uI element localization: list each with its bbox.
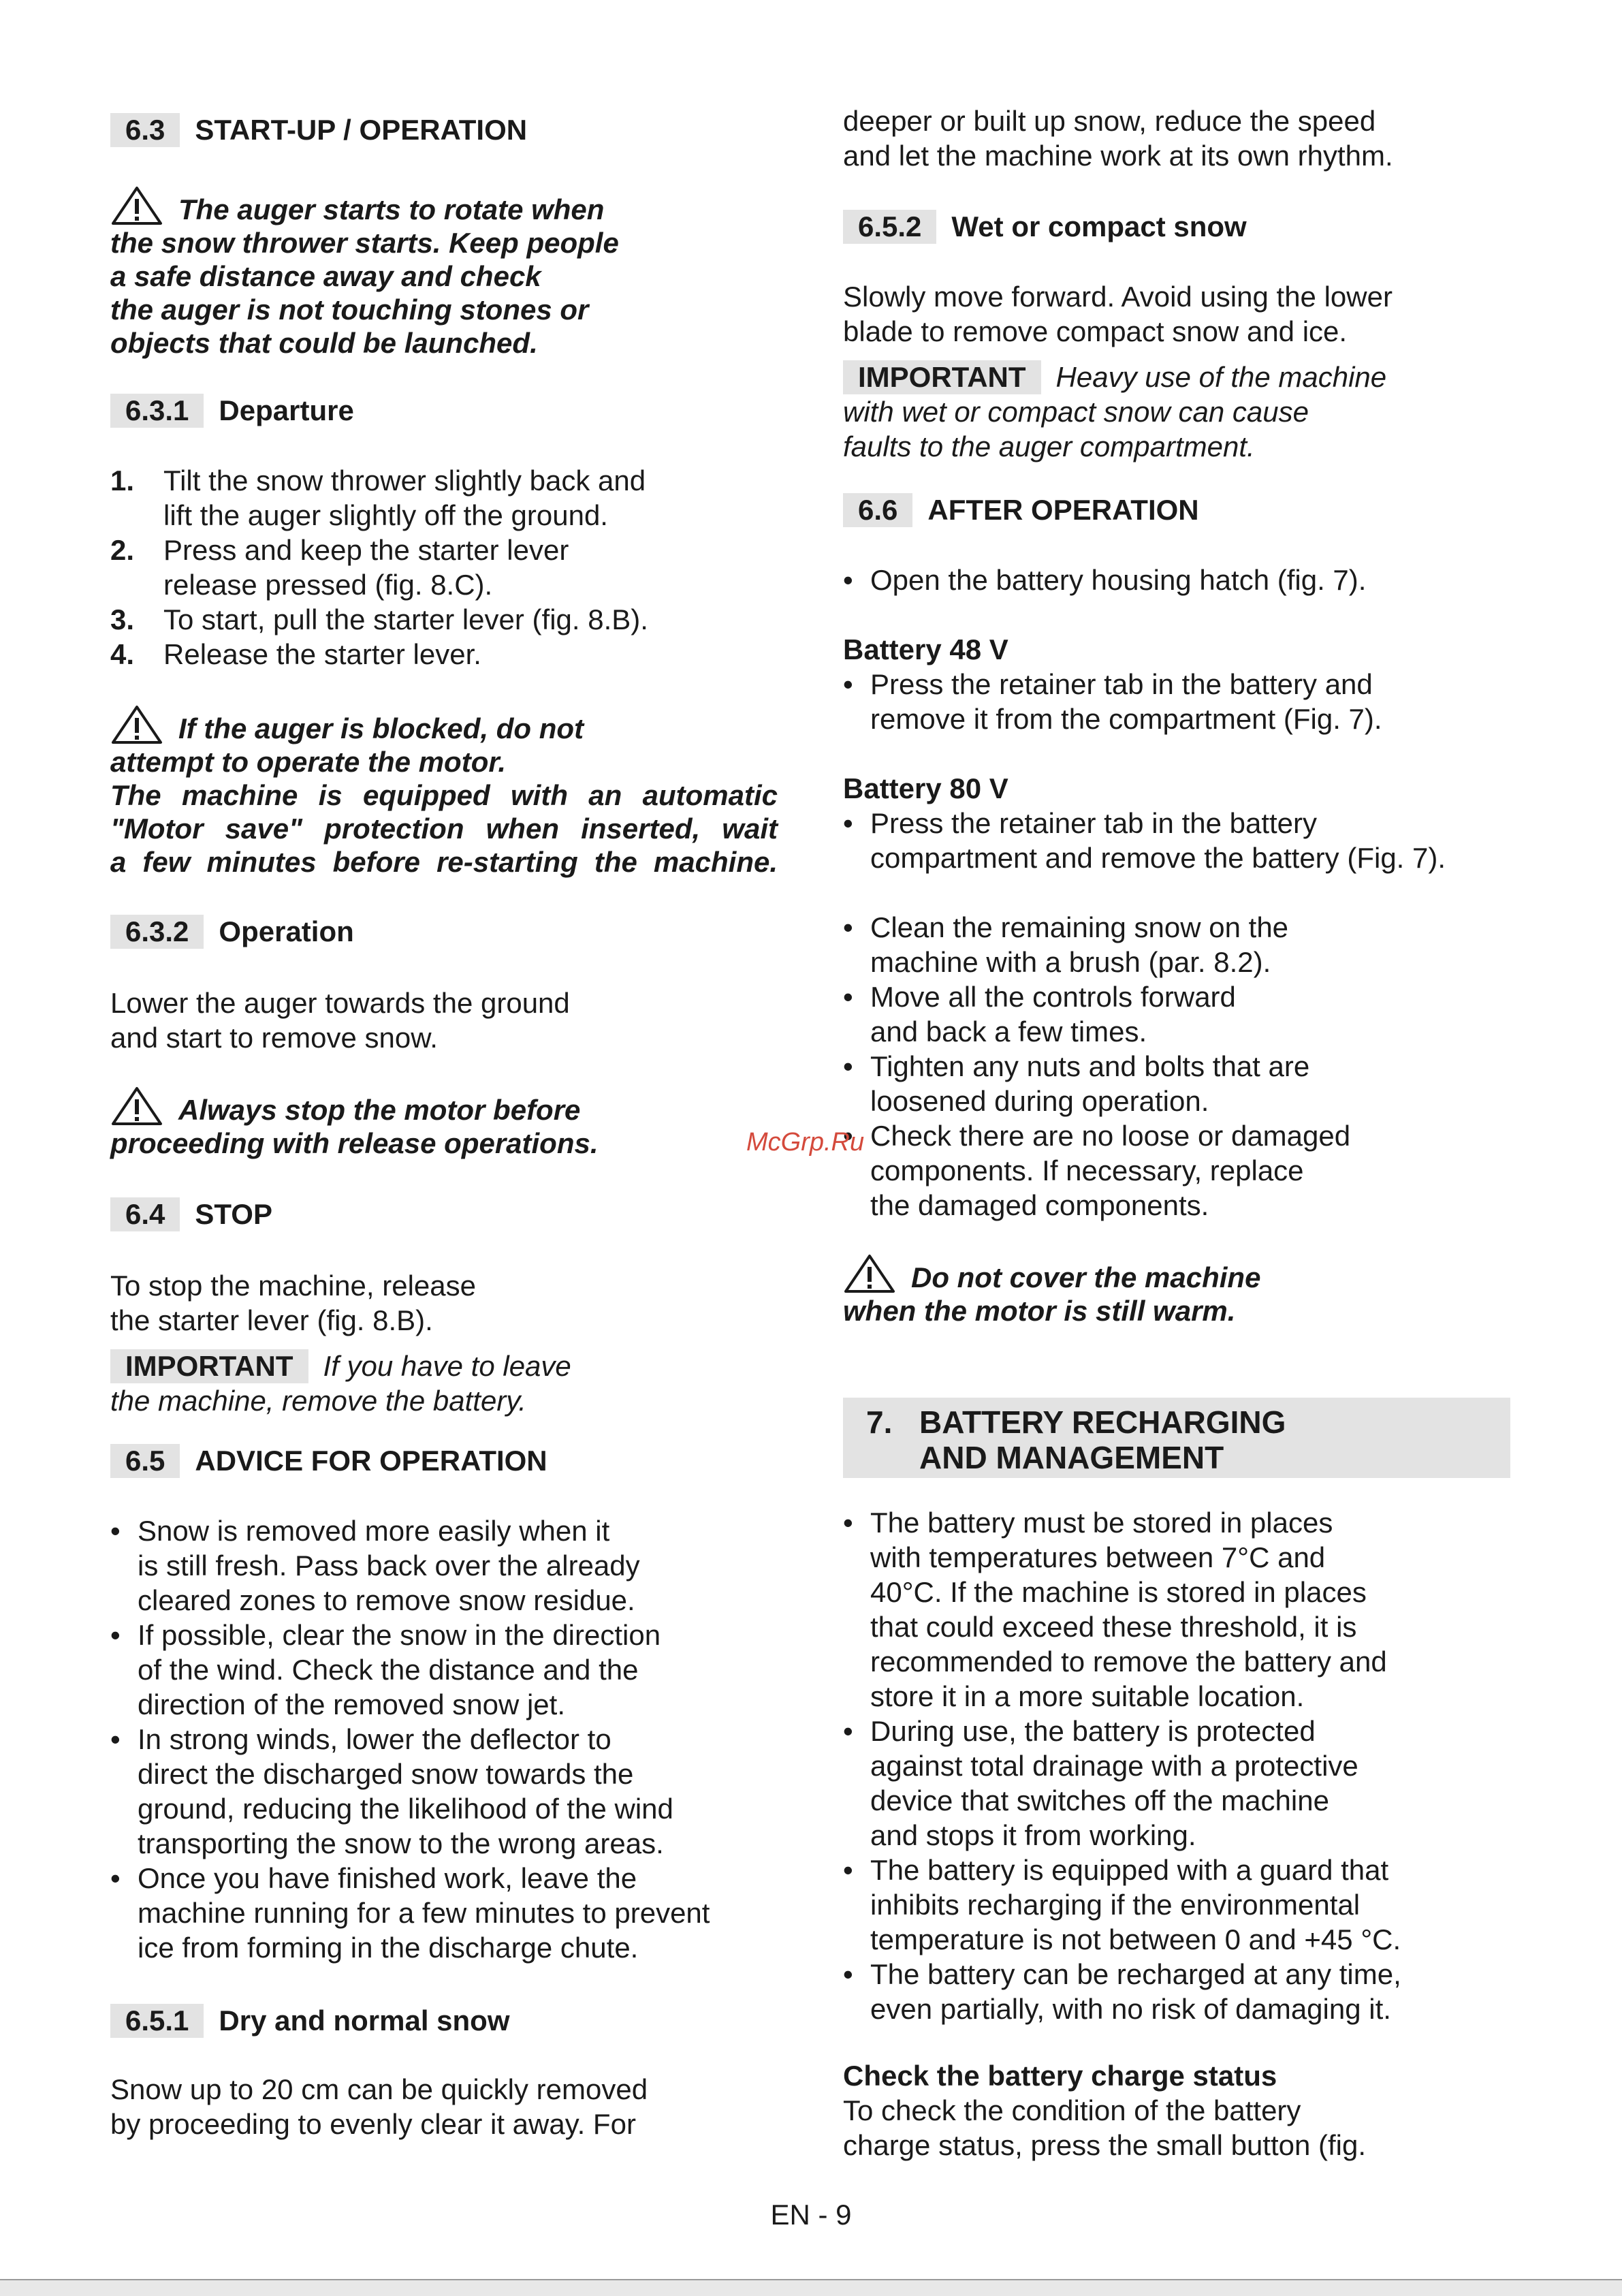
battery-80v [843,771,1565,875]
section-title: Departure [219,394,354,426]
warning-line: proceeding with release operations. [110,1127,599,1159]
departure-steps [110,463,784,672]
warning-line: the auger is not touching stones or [110,294,589,326]
continued-text: deeper or built up snow, reduce the speed and let the machine work at its own rhythm. [843,105,1393,172]
section-6-5-1-heading [110,2004,784,2038]
list-item: • The battery is equipped with a guard that inhibits recharging if the environmental temperature is not between 0 and +45 °C. [843,1853,1524,1957]
check-charge-status: Check the battery charge status To check the condition of the battery charge status, press the small button (fig. [843,2058,1524,2163]
section-6-5-heading [110,1444,784,1478]
list-item: • Open the battery housing hatch (fig. 7). [843,563,1524,597]
list-item: 2. Press and keep the starter lever release pressed (fig. 8.C). [110,534,569,601]
list-item: • Press the retainer tab in the battery compartment and remove the battery (Fig. 7). [843,806,1565,875]
list-item: • Press the retainer tab in the battery and remove it from the compartment (Fig. 7). [843,667,1524,736]
section-title: Dry and normal snow [219,2004,510,2036]
warning-line: Do not cover the machine [911,1261,1261,1293]
chapter-title: BATTERY RECHARGING AND MANAGEMENT [919,1404,1286,1475]
section-number: 6.5.1 [110,2004,204,2038]
warning-line: The machine is equipped with an automatic [110,779,778,811]
watermark: McGrp.Ru [746,1128,865,1157]
warning-line: Always stop the motor before [178,1094,581,1126]
section-title: START-UP / OPERATION [195,114,528,146]
list-item: • Snow is removed more easily when it is still fresh. Pass back over the already cleared zones to remove snow residue. [110,1513,784,1618]
list-item: • Once you have finished work, leave the machine running for a few minutes to prevent ice from forming in the discharge chute. [110,1861,784,1965]
warning-line: If the auger is blocked, do not [178,712,584,744]
dry-snow-text: Snow up to 20 cm can be quickly removed by proceeding to evenly clear it away. For [110,2073,648,2140]
chapter-7-heading [843,1398,1510,1478]
list-item: • Clean the remaining snow on the machine with a brush (par. 8.2). [843,910,1524,979]
section-6-3-2-heading [110,915,784,949]
stop-important-note: IMPORTANT If you have to leave the machine, remove the battery. [110,1350,571,1417]
chapter-number: 7. [866,1404,893,1440]
section-number: 6.5 [110,1444,180,1478]
list-item: • The battery can be recharged at any time, even partially, with no risk of damaging it. [843,1957,1524,2026]
list-item: 1. Tilt the snow thrower slightly back and lift the auger slightly off the ground. [110,465,646,531]
list-item: • Tighten any nuts and bolts that are loosened during operation. [843,1049,1524,1118]
section-title: ADVICE FOR OPERATION [195,1445,547,1477]
battery-48v-title: Battery 48 V [843,633,1008,665]
page-number: EN - 9 [770,2199,852,2231]
warning-line: attempt to operate the motor. [110,746,507,778]
operation-text: Lower the auger towards the ground and start to remove snow. [110,987,570,1054]
list-item: 3. To start, pull the starter lever (fig. 8.B). [110,603,648,635]
section-number: 6.6 [843,493,912,527]
battery-management-list [843,1505,1524,2026]
list-item: • Check there are no loose or damaged components. If necessary, replace the damaged components. [843,1118,1524,1223]
wet-snow-text: Slowly move forward. Avoid using the lower blade to remove compact snow and ice. [843,281,1393,347]
section-title: STOP [195,1198,272,1230]
advice-list [110,1513,784,1965]
section-6-3-1-heading [110,394,784,428]
bottom-edge [0,2279,1622,2296]
list-item: 4. Release the starter lever. [110,638,481,670]
battery-80v-title: Battery 80 V [843,772,1008,804]
warning-line: objects that could be launched. [110,327,538,359]
warning-auger-rotation [110,185,784,360]
important-label: IMPORTANT [110,1349,308,1383]
check-charge-title: Check the battery charge status [843,2060,1277,2092]
warning-line: "Motor save" protection when inserted, wait [110,813,778,845]
list-item: • Move all the controls forward and back a few times. [843,979,1524,1049]
warning-line: the snow thrower starts. Keep people [110,227,619,259]
after-op-list [843,910,1524,1223]
section-6-6-heading [843,493,1524,527]
section-title: Wet or compact snow [951,210,1247,242]
list-item: • During use, the battery is protected against total drainage with a protective device that switches off the machine and stops it from working. [843,1714,1524,1853]
section-number: 6.3 [110,113,180,147]
list-item: • If possible, clear the snow in the direction of the wind. Check the distance and the direction of the removed snow jet. [110,1618,784,1722]
warning-triangle-icon [843,1253,896,1294]
after-op-first-bullet [843,563,1524,597]
warning-triangle-icon [110,1086,163,1127]
warning-line: a safe distance away and check [110,260,541,292]
section-number: 6.4 [110,1197,180,1231]
warning-cover-machine [843,1253,1524,1327]
stop-text: To stop the machine, release the starter lever (fig. 8.B). [110,1270,476,1336]
warning-auger-blocked [110,704,778,879]
section-6-4-heading [110,1197,784,1231]
warning-triangle-icon [110,185,163,226]
section-number: 6.3.1 [110,394,204,428]
section-title: Operation [219,915,354,947]
warning-stop-motor [110,1086,784,1160]
section-title: AFTER OPERATION [927,494,1199,526]
wet-important-note: IMPORTANT Heavy use of the machine with wet or compact snow can cause faults to the auger compartment. [843,361,1387,462]
warning-triangle-icon [110,704,163,745]
warning-line: when the motor is still warm. [843,1295,1236,1327]
section-number: 6.5.2 [843,210,936,244]
section-6-3-heading [110,113,784,147]
battery-48v [843,632,1524,736]
warning-line: The auger starts to rotate when [178,193,605,225]
section-6-5-2-heading [843,210,1524,244]
list-item: • The battery must be stored in places with temperatures between 7°C and 40°C. If the machine is stored in places that could exceed these threshold, it is recommended to remove the battery and store it in a more suitable location. [843,1505,1524,1714]
list-item: • In strong winds, lower the deflector to direct the discharged snow towards the ground, reducing the likelihood of the wind transporting the snow to the wrong areas. [110,1722,784,1861]
section-number: 6.3.2 [110,915,204,949]
warning-line: a few minutes before re-starting the machine. [110,846,778,878]
important-label: IMPORTANT [843,360,1041,394]
